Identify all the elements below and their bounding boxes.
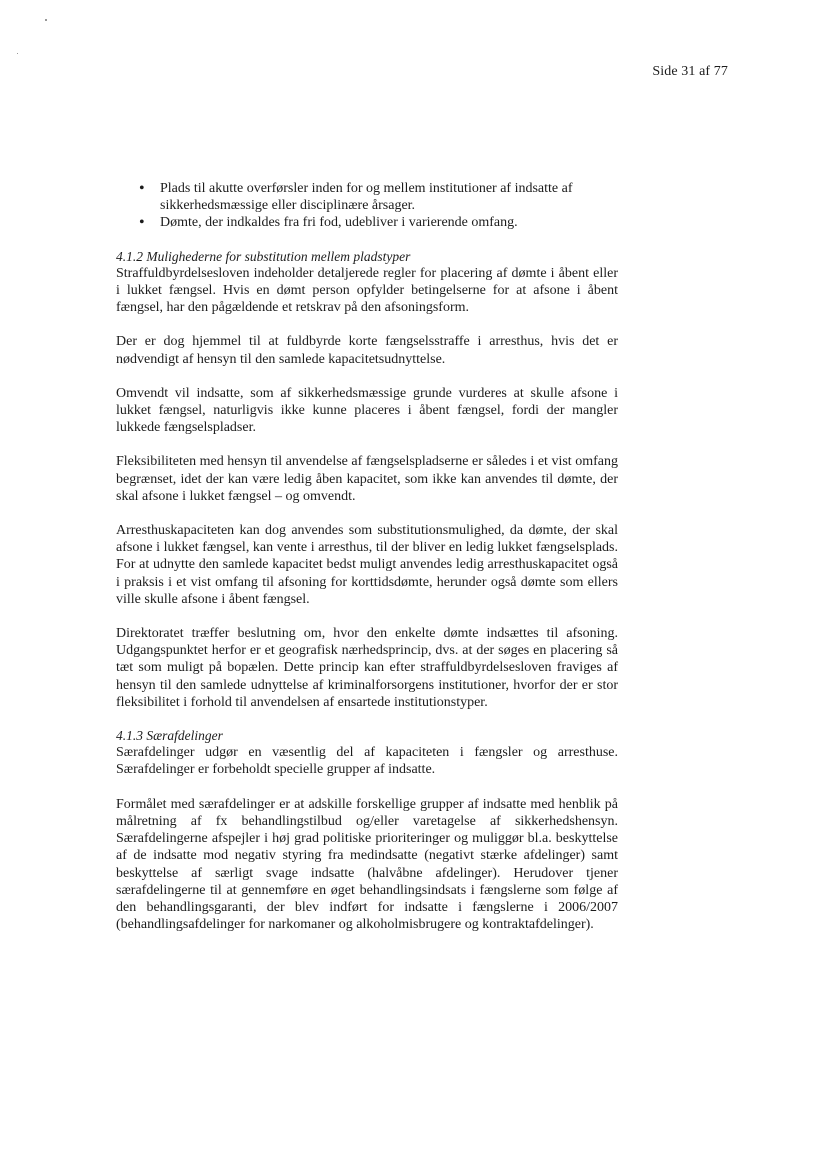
page-body	[116, 180, 618, 933]
scan-speck	[17, 53, 18, 54]
paragraph: Særafdelinger udgør en væsentlig del af kapaciteten i fængsler og arresthuse. Særafdelinger er forbeholdt specielle grupper af indsatte.	[116, 745, 618, 778]
paragraph: Der er dog hjemmel til at fuldbyrde korte fængselsstraffe i arresthus, hvis det er nødvendigt af hensyn til den samlede kapacitetsudnyttelse.	[116, 334, 618, 367]
paragraph: Direktoratet træffer beslutning om, hvor den enkelte dømte indsættes til afsoning. Udgangspunktet herfor er et geografisk nærhedsprincip, dvs. at der søges en placering så tæt som muligt på bopælen. Dette princip kan efter straffuldbyrdelsesloven fraviges af hensyn til den samlede udnyttelse af kriminalforsorgens institutioner, hvorfor der er stor fleksibilitet i forhold til anvendelsen af ensartede institutionstyper.	[116, 626, 618, 710]
section-heading-4-1-2: 4.1.2 Mulighederne for substitution mellem pladstyper	[116, 248, 411, 264]
paragraph: Straffuldbyrdelsesloven indeholder detaljerede regler for placering af dømte i åbent eller i lukket fængsel. Hvis en dømt person opfylder betingelserne for at afsone i åbent fængsel, har den pågældende et retskrav på den afsoningsform.	[116, 265, 618, 316]
bullet-item: • Dømte, der indkaldes fra fri fod, udebliver i varierende omfang.	[144, 214, 618, 231]
section-heading-4-1-3: 4.1.3 Særafdelinger	[116, 728, 223, 744]
bullet-item: • Plads til akutte overførsler inden for og mellem institutioner af indsatte af sikkerhedsmæssige eller disciplinære årsager.	[144, 180, 618, 214]
scan-speck	[45, 19, 47, 21]
paragraph: Arresthuskapaciteten kan dog anvendes som substitutionsmulighed, da dømte, der skal afsone i lukket fængsel, kan vente i arresthus, til der bliver en ledig lukket fængselsplads. For at udnytte den samlede kapacitet bedst muligt anvendes ledig arresthuskapacitet også i praksis i et vist omfang til afsoning for korttidsdømte, herunder også dømte som ellers ville skulle afsone i åbent fængsel.	[116, 523, 618, 607]
paragraph: Formålet med særafdelinger er at adskille forskellige grupper af indsatte med henblik på målretning af fx behandlingstilbud og/eller varetagelse af sikkerhedshensyn. Særafdelingerne afspejler i høj grad politiske prioriteringer og muliggør bl.a. beskyttelse af de indsatte mod negativ styring fra medindsatte (negativt stærke afdelinger) samt beskyttelse af særligt svage indsatte (halvåbne afdelinger). Herudover tjener særafdelingerne til at gennemføre en øget behandlingsindsats i fængslerne som følge af den behandlingsgaranti, der blev indført for indsatte i fængslerne i 2006/2007 (behandlingsafdelinger for narkomaner og alkoholmisbrugere og kontraktafdelinger).	[116, 796, 618, 933]
paragraph: Omvendt vil indsatte, som af sikkerhedsmæssige grunde vurderes at skulle afsone i lukket fængsel, naturligvis ikke kunne placeres i åbent fængsel, fordi der mangler lukkede fængselspladser.	[116, 385, 618, 436]
paragraph: Fleksibiliteten med hensyn til anvendelse af fængselspladserne er således i et vist omfang begrænset, idet der kan være ledig åben kapacitet, som ikke kan anvendes til dømte, der skal afsone i lukket fængsel – og omvendt.	[116, 454, 618, 504]
bullet-list	[116, 180, 618, 232]
page-number: Side 31 af 77	[652, 64, 728, 79]
